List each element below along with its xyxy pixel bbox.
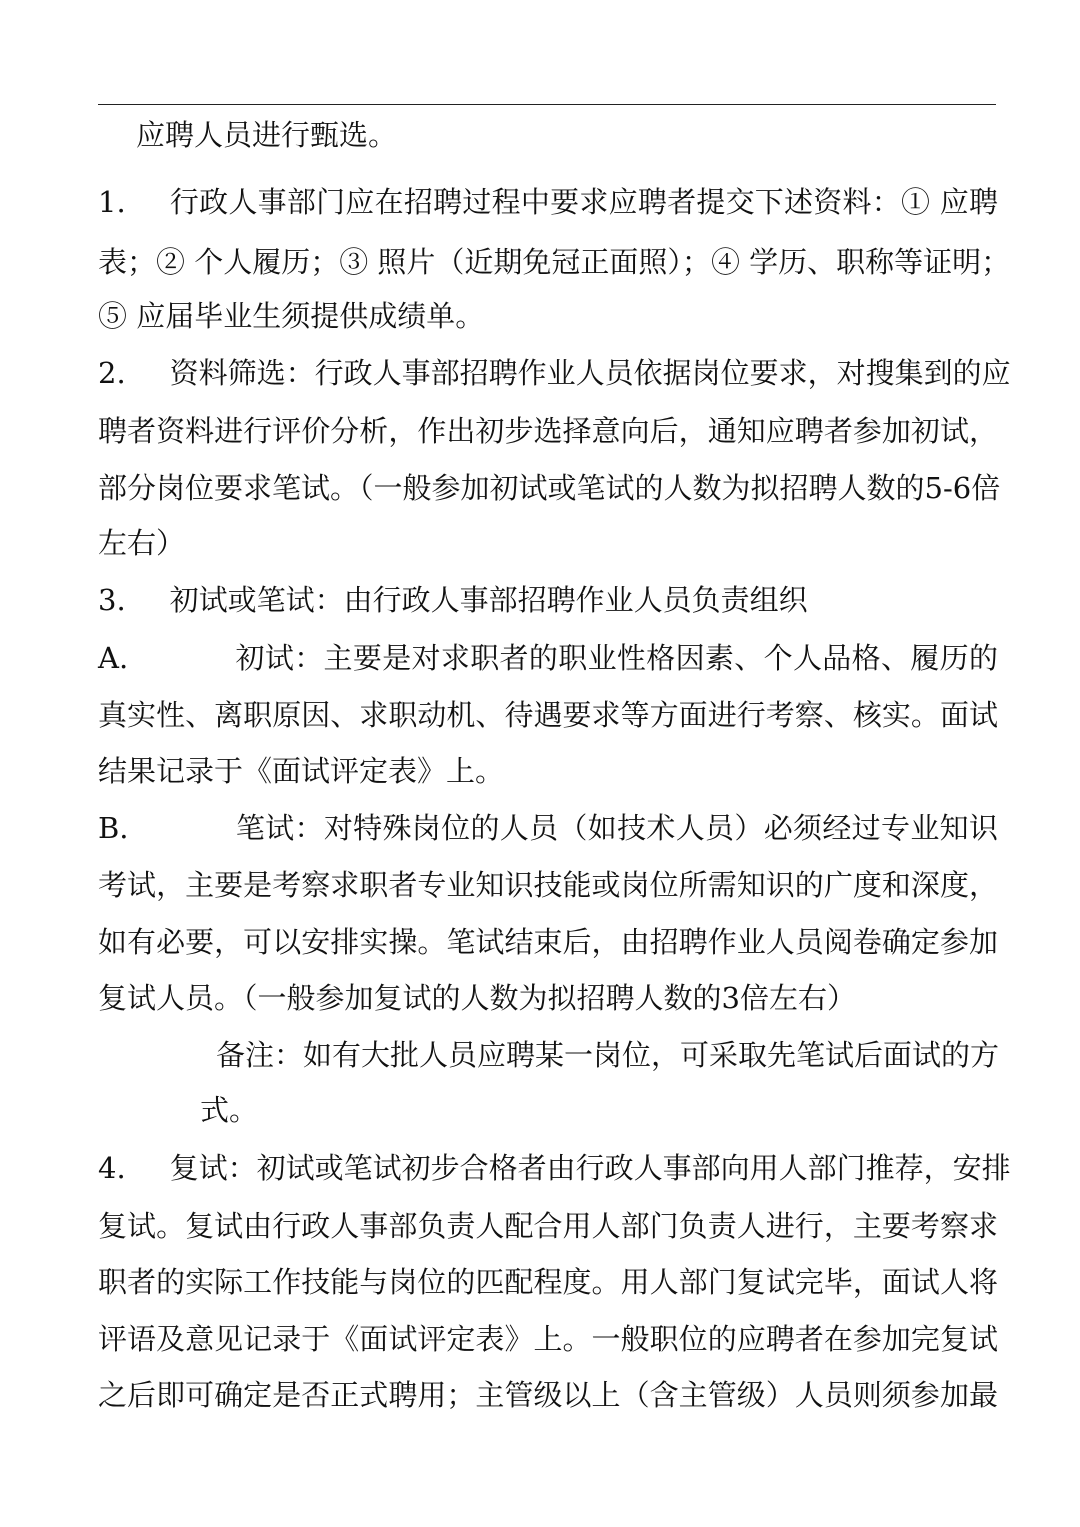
note-line-1	[216, 1037, 1000, 1073]
item-1-line-3	[98, 298, 998, 334]
item-4-text-cont-3: 评语及意见记录于《面试评定表》上。一般职位的应聘者在参加完复试	[98, 1322, 998, 1356]
item-2-line-2	[98, 413, 998, 449]
item-a-line-1	[98, 640, 998, 676]
item-number-4: 4.	[98, 1151, 126, 1185]
note-line-2	[200, 1092, 500, 1128]
sub-item-b-text-end: 复试人员。（一般参加复试的人数为拟招聘人数的3倍左右）	[98, 981, 856, 1015]
item-4-line-3	[98, 1264, 998, 1300]
item-2-line-4	[98, 525, 998, 561]
sub-item-label-b: B.	[98, 811, 129, 845]
sub-item-a-text-cont: 真实性、离职原因、求职动机、待遇要求等方面进行考察、核实。面试	[98, 698, 998, 732]
item-2-text-end: 左右）	[98, 526, 186, 560]
item-number-2: 2.	[98, 356, 126, 390]
item-3-line-1	[98, 582, 998, 618]
sub-item-label-a: A.	[98, 641, 129, 675]
item-number-3: 3.	[98, 583, 126, 617]
item-2-text-cont-2: 部分岗位要求笔试。（一般参加初试或笔试的人数为拟招聘人数的5-6倍	[98, 471, 1001, 505]
item-4-text-cont: 复试。复试由行政人事部负责人配合用人部门负责人进行，主要考察求	[98, 1209, 998, 1243]
header-rule	[98, 104, 996, 105]
sub-item-b-text-cont: 考试，主要是考察求职者专业知识技能或岗位所需知识的广度和深度，	[98, 868, 998, 902]
item-2-text: 资料筛选：行政人事部招聘作业人员依据岗位要求，对搜集到的应	[169, 356, 1011, 390]
item-2-line-1	[98, 355, 1011, 391]
item-a-line-2	[98, 697, 998, 733]
item-4-text-cont-2: 职者的实际工作技能与岗位的匹配程度。用人部门复试完毕，面试人将	[98, 1265, 998, 1299]
sub-item-b-text-cont-2: 如有必要，可以安排实操。笔试结束后，由招聘作业人员阅卷确定参加	[98, 925, 998, 959]
item-1-text-cont: 表；② 个人履历；③ 照片（近期免冠正面照）；④ 学历、职称等证明；	[98, 245, 1011, 279]
item-1-text-end: ⑤ 应届毕业生须提供成绩单。	[98, 299, 485, 333]
item-3-text: 初试或笔试：由行政人事部招聘作业人员负责组织	[169, 583, 808, 617]
item-b-line-4	[98, 980, 998, 1016]
sub-item-a-text-end: 结果记录于《面试评定表》上。	[98, 754, 505, 788]
item-2-line-3	[98, 470, 1001, 506]
sub-item-b-text: 笔试：对特殊岗位的人员（如技术人员）必须经过专业知识	[235, 811, 998, 845]
item-4-line-5	[98, 1377, 998, 1413]
item-number-1: 1.	[98, 185, 126, 219]
item-b-line-2	[98, 867, 998, 903]
item-1-line-2	[98, 244, 1011, 280]
note-text-end: 式。	[200, 1093, 259, 1127]
item-b-line-1	[98, 810, 998, 846]
item-b-line-3	[98, 924, 998, 960]
item-4-line-4	[98, 1321, 998, 1357]
item-4-text: 复试：初试或笔试初步合格者由行政人事部向用人部门推荐，安排	[169, 1151, 1011, 1185]
sub-item-a-text: 初试：主要是对求职者的职业性格因素、个人品格、履历的	[235, 641, 998, 675]
text-intro: 应聘人员进行甄选。	[136, 118, 398, 152]
item-4-text-cont-4: 之后即可确定是否正式聘用；主管级以上（含主管级）人员则须参加最	[98, 1378, 998, 1412]
note-text: 备注：如有大批人员应聘某一岗位，可采取先笔试后面试的方	[216, 1038, 1000, 1072]
text-line-intro	[136, 117, 836, 153]
item-1-line-1	[98, 184, 998, 220]
item-4-line-1	[98, 1150, 1011, 1186]
item-a-line-3	[98, 753, 998, 789]
item-2-text-cont: 聘者资料进行评价分析，作出初步选择意向后，通知应聘者参加初试，	[98, 414, 998, 448]
item-4-line-2	[98, 1208, 998, 1244]
item-1-text: 行政人事部门应在招聘过程中要求应聘者提交下述资料：① 应聘	[169, 185, 998, 219]
